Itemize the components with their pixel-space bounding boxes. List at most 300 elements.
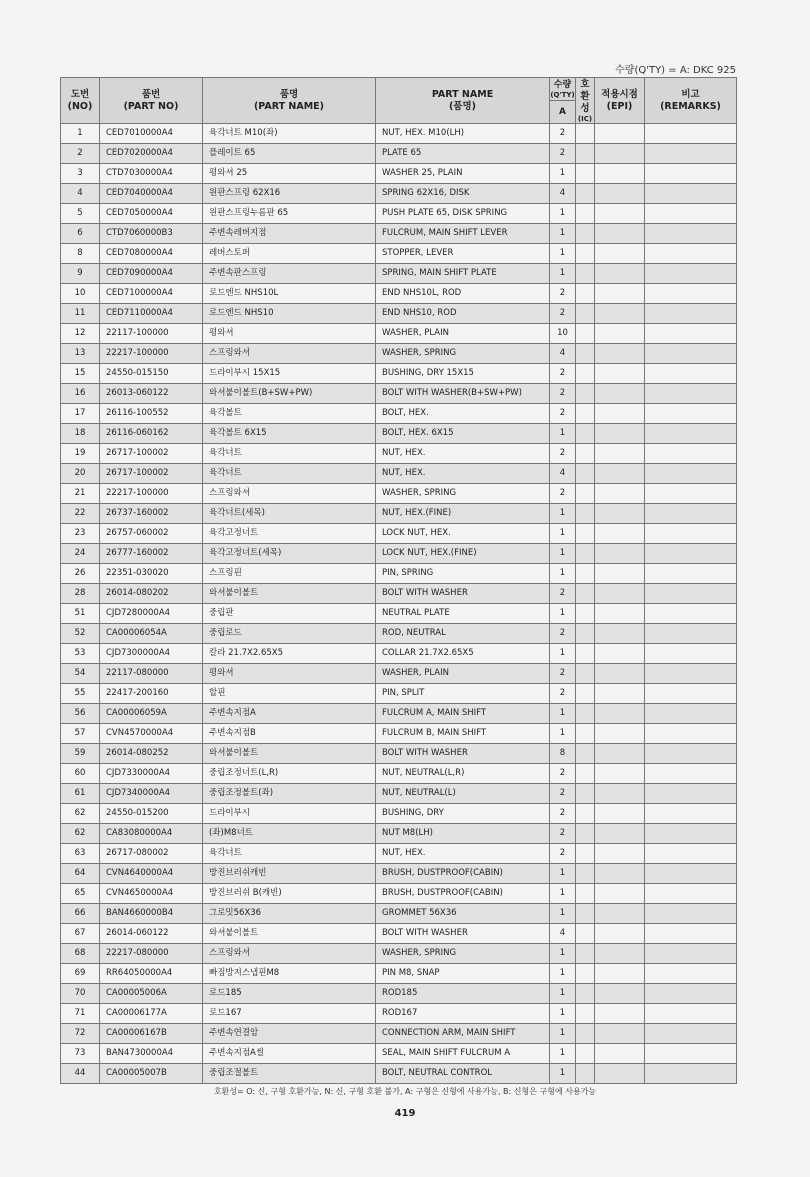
row-ic — [576, 184, 595, 204]
page-number: 419 — [394, 1108, 416, 1119]
row-no: 15 — [61, 364, 100, 384]
row-part-name-kr: 주변속지점A씰 — [203, 1044, 376, 1064]
row-qty-a: 1 — [550, 944, 576, 964]
table-row — [61, 364, 737, 384]
row-ic — [576, 464, 595, 484]
row-remarks — [645, 464, 737, 484]
row-remarks — [645, 404, 737, 424]
row-part-no: CA00006054A — [100, 624, 203, 644]
row-part-name-kr: 육각너트 — [203, 464, 376, 484]
row-part-name-en: ROD, NEUTRAL — [376, 624, 550, 644]
row-ic — [576, 484, 595, 504]
row-part-name-kr: 중립조정볼트(좌) — [203, 784, 376, 804]
row-ic — [576, 664, 595, 684]
row-ic — [576, 584, 595, 604]
row-remarks — [645, 964, 737, 984]
row-qty-a: 4 — [550, 184, 576, 204]
row-epi — [595, 484, 645, 504]
row-no: 19 — [61, 444, 100, 464]
row-remarks — [645, 904, 737, 924]
row-part-name-kr: 스프링와셔 — [203, 484, 376, 504]
row-part-name-kr: 주변속지점B — [203, 724, 376, 744]
row-part-name-kr: 육각고정너트(세목) — [203, 544, 376, 564]
row-ic — [576, 444, 595, 464]
row-remarks — [645, 784, 737, 804]
row-epi — [595, 504, 645, 524]
row-qty-a: 4 — [550, 464, 576, 484]
row-part-name-en: PLATE 65 — [376, 144, 550, 164]
header-qty-a: A — [550, 101, 576, 124]
row-qty-a: 1 — [550, 1024, 576, 1044]
row-ic — [576, 944, 595, 964]
row-ic — [576, 984, 595, 1004]
row-no: 53 — [61, 644, 100, 664]
compatibility-footnote: 호환성= O: 신, 구형 호환가능, N: 신, 구형 호환 불가, A: 구형은 신형에 사용가능, B: 신형은 구형에 사용가능 — [213, 1087, 597, 1096]
row-part-name-kr: 스프링와셔 — [203, 944, 376, 964]
row-no: 5 — [61, 204, 100, 224]
row-part-name-en: COLLAR 21.7X2.65X5 — [376, 644, 550, 664]
table-row — [61, 984, 737, 1004]
qty-legend-note: 수량(Q'TY) = A: DKC 925 — [615, 65, 736, 76]
row-ic — [576, 164, 595, 184]
row-remarks — [645, 244, 737, 264]
row-ic — [576, 1044, 595, 1064]
row-part-name-en: BOLT, NEUTRAL CONTROL — [376, 1064, 550, 1084]
row-ic — [576, 544, 595, 564]
row-epi — [595, 1004, 645, 1024]
row-part-no: CJD7280000A4 — [100, 604, 203, 624]
row-qty-a: 1 — [550, 504, 576, 524]
row-part-no: CVN4570000A4 — [100, 724, 203, 744]
row-part-no: 26717-080002 — [100, 844, 203, 864]
row-part-name-en: SEAL, MAIN SHIFT FULCRUM A — [376, 1044, 550, 1064]
table-row — [61, 704, 737, 724]
row-no: 17 — [61, 404, 100, 424]
row-remarks — [645, 224, 737, 244]
row-no: 20 — [61, 464, 100, 484]
row-epi — [595, 1024, 645, 1044]
row-qty-a: 2 — [550, 384, 576, 404]
row-epi — [595, 304, 645, 324]
row-remarks — [645, 164, 737, 184]
row-remarks — [645, 744, 737, 764]
row-remarks — [645, 884, 737, 904]
row-part-name-en: BUSHING, DRY — [376, 804, 550, 824]
table-row — [61, 544, 737, 564]
row-remarks — [645, 624, 737, 644]
row-part-no: BAN4730000A4 — [100, 1044, 203, 1064]
table-row — [61, 884, 737, 904]
row-epi — [595, 1044, 645, 1064]
table-row — [61, 324, 737, 344]
row-part-name-kr: 평와셔 — [203, 664, 376, 684]
row-remarks — [645, 584, 737, 604]
table-row — [61, 344, 737, 364]
row-epi — [595, 624, 645, 644]
row-part-no: CVN4650000A4 — [100, 884, 203, 904]
row-qty-a: 2 — [550, 844, 576, 864]
row-no: 57 — [61, 724, 100, 744]
row-epi — [595, 244, 645, 264]
row-part-name-kr: 육각너트 M10(좌) — [203, 124, 376, 144]
row-ic — [576, 764, 595, 784]
row-no: 56 — [61, 704, 100, 724]
row-ic — [576, 124, 595, 144]
row-part-name-en: PIN, SPLIT — [376, 684, 550, 704]
row-qty-a: 4 — [550, 924, 576, 944]
row-part-name-kr: 드라이부시 15X15 — [203, 364, 376, 384]
row-qty-a: 8 — [550, 744, 576, 764]
row-remarks — [645, 504, 737, 524]
row-epi — [595, 964, 645, 984]
row-qty-a: 1 — [550, 224, 576, 244]
row-ic — [576, 324, 595, 344]
header-part-name-kr: 품명 (PART NAME) — [203, 78, 376, 124]
row-remarks — [645, 824, 737, 844]
row-part-name-kr: 평와셔 25 — [203, 164, 376, 184]
row-ic — [576, 804, 595, 824]
row-part-no: CED7050000A4 — [100, 204, 203, 224]
row-part-name-kr: 로드엔드 NHS10 — [203, 304, 376, 324]
row-ic — [576, 384, 595, 404]
row-epi — [595, 424, 645, 444]
row-remarks — [645, 264, 737, 284]
row-remarks — [645, 604, 737, 624]
row-ic — [576, 824, 595, 844]
table-row — [61, 1004, 737, 1024]
row-remarks — [645, 424, 737, 444]
row-ic — [576, 784, 595, 804]
row-ic — [576, 364, 595, 384]
row-part-name-kr: 육각너트 — [203, 844, 376, 864]
row-remarks — [645, 1024, 737, 1044]
row-part-name-kr: 와셔붙이볼트 — [203, 924, 376, 944]
table-row — [61, 644, 737, 664]
row-remarks — [645, 924, 737, 944]
row-part-name-en: NUT, NEUTRAL(L) — [376, 784, 550, 804]
row-part-no: 22417-200160 — [100, 684, 203, 704]
row-part-name-en: ROD167 — [376, 1004, 550, 1024]
row-remarks — [645, 864, 737, 884]
row-part-no: CTD7060000B3 — [100, 224, 203, 244]
row-part-name-kr: 스프링핀 — [203, 564, 376, 584]
row-qty-a: 2 — [550, 764, 576, 784]
row-epi — [595, 444, 645, 464]
row-remarks — [645, 984, 737, 1004]
row-remarks — [645, 284, 737, 304]
row-part-name-en: FULCRUM B, MAIN SHIFT — [376, 724, 550, 744]
row-part-name-kr: 레버스토퍼 — [203, 244, 376, 264]
row-no: 61 — [61, 784, 100, 804]
row-epi — [595, 524, 645, 544]
row-epi — [595, 744, 645, 764]
row-part-name-en: CONNECTION ARM, MAIN SHIFT — [376, 1024, 550, 1044]
table-row — [61, 404, 737, 424]
row-no: 52 — [61, 624, 100, 644]
row-epi — [595, 784, 645, 804]
row-part-name-en: BOLT WITH WASHER(B+SW+PW) — [376, 384, 550, 404]
row-part-name-en: WASHER, PLAIN — [376, 664, 550, 684]
row-qty-a: 2 — [550, 664, 576, 684]
row-ic — [576, 884, 595, 904]
row-no: 23 — [61, 524, 100, 544]
row-no: 67 — [61, 924, 100, 944]
row-epi — [595, 344, 645, 364]
row-part-name-kr: 주변속연결암 — [203, 1024, 376, 1044]
row-epi — [595, 264, 645, 284]
row-epi — [595, 664, 645, 684]
row-ic — [576, 224, 595, 244]
row-part-name-kr: 방진브러쉬캐빈 — [203, 864, 376, 884]
table-row — [61, 964, 737, 984]
row-part-name-en: FULCRUM A, MAIN SHIFT — [376, 704, 550, 724]
row-part-name-en: WASHER 25, PLAIN — [376, 164, 550, 184]
row-part-name-en: PIN M8, SNAP — [376, 964, 550, 984]
row-ic — [576, 304, 595, 324]
row-no: 13 — [61, 344, 100, 364]
row-epi — [595, 124, 645, 144]
row-part-name-en: BOLT WITH WASHER — [376, 584, 550, 604]
row-part-no: CA00006177A — [100, 1004, 203, 1024]
row-ic — [576, 1064, 595, 1084]
row-part-name-en: NUT, HEX. M10(LH) — [376, 124, 550, 144]
row-part-name-kr: 원판스프링 62X16 — [203, 184, 376, 204]
row-part-name-en: END NHS10L, ROD — [376, 284, 550, 304]
row-no: 6 — [61, 224, 100, 244]
row-epi — [595, 924, 645, 944]
row-part-no: 22217-080000 — [100, 944, 203, 964]
header-no: 도번 (NO) — [61, 78, 100, 124]
row-part-name-en: PUSH PLATE 65, DISK SPRING — [376, 204, 550, 224]
table-row — [61, 1064, 737, 1084]
row-part-name-kr: 와셔붙이볼트(B+SW+PW) — [203, 384, 376, 404]
row-part-no: CED7090000A4 — [100, 264, 203, 284]
row-qty-a: 2 — [550, 784, 576, 804]
row-part-name-en: SPRING 62X16, DISK — [376, 184, 550, 204]
row-ic — [576, 704, 595, 724]
parts-table — [60, 77, 737, 1084]
row-epi — [595, 324, 645, 344]
row-qty-a: 2 — [550, 364, 576, 384]
row-part-name-kr: 플레이트 65 — [203, 144, 376, 164]
row-part-no: 26013-060122 — [100, 384, 203, 404]
row-remarks — [645, 484, 737, 504]
row-epi — [595, 224, 645, 244]
row-epi — [595, 884, 645, 904]
row-part-name-en: NUT, HEX. — [376, 464, 550, 484]
table-row — [61, 844, 737, 864]
table-row — [61, 904, 737, 924]
table-row — [61, 124, 737, 144]
row-qty-a: 1 — [550, 564, 576, 584]
row-remarks — [645, 1064, 737, 1084]
row-part-name-kr: 주변속지점A — [203, 704, 376, 724]
row-no: 18 — [61, 424, 100, 444]
header-remarks: 비고 (REMARKS) — [645, 78, 737, 124]
row-qty-a: 1 — [550, 1004, 576, 1024]
row-part-no: CA00006059A — [100, 704, 203, 724]
row-no: 2 — [61, 144, 100, 164]
row-part-name-en: GROMMET 56X36 — [376, 904, 550, 924]
row-qty-a: 2 — [550, 284, 576, 304]
table-row — [61, 744, 737, 764]
row-no: 21 — [61, 484, 100, 504]
row-part-no: CED7080000A4 — [100, 244, 203, 264]
row-no: 62 — [61, 804, 100, 824]
row-ic — [576, 924, 595, 944]
header-qty: 수량 (Q'TY) — [550, 78, 576, 101]
row-no: 51 — [61, 604, 100, 624]
table-row — [61, 484, 737, 504]
row-part-no: RR64050000A4 — [100, 964, 203, 984]
table-row — [61, 864, 737, 884]
row-qty-a: 1 — [550, 244, 576, 264]
table-row — [61, 164, 737, 184]
row-epi — [595, 864, 645, 884]
row-part-no: 22117-080000 — [100, 664, 203, 684]
row-no: 65 — [61, 884, 100, 904]
row-remarks — [645, 364, 737, 384]
row-qty-a: 2 — [550, 404, 576, 424]
row-qty-a: 10 — [550, 324, 576, 344]
table-row — [61, 784, 737, 804]
row-ic — [576, 1024, 595, 1044]
table-row — [61, 664, 737, 684]
row-qty-a: 1 — [550, 524, 576, 544]
row-ic — [576, 964, 595, 984]
row-part-name-kr: 와셔붙이볼트 — [203, 584, 376, 604]
row-epi — [595, 984, 645, 1004]
row-no: 44 — [61, 1064, 100, 1084]
row-part-name-en: WASHER, PLAIN — [376, 324, 550, 344]
row-ic — [576, 284, 595, 304]
row-remarks — [645, 204, 737, 224]
row-epi — [595, 584, 645, 604]
row-epi — [595, 684, 645, 704]
row-no: 11 — [61, 304, 100, 324]
row-no: 68 — [61, 944, 100, 964]
row-no: 66 — [61, 904, 100, 924]
row-part-no: CA83080000A4 — [100, 824, 203, 844]
row-part-name-kr: 방진브러쉬 B(캐빈) — [203, 884, 376, 904]
row-ic — [576, 424, 595, 444]
header-ic: 호 환 성 (IC) — [576, 78, 595, 124]
row-part-name-kr: 로드167 — [203, 1004, 376, 1024]
row-part-name-en: PIN, SPRING — [376, 564, 550, 584]
row-remarks — [645, 344, 737, 364]
row-part-no: 26777-160002 — [100, 544, 203, 564]
row-no: 73 — [61, 1044, 100, 1064]
row-epi — [595, 944, 645, 964]
row-no: 8 — [61, 244, 100, 264]
row-epi — [595, 544, 645, 564]
row-remarks — [645, 684, 737, 704]
row-part-name-en: NUT, HEX. — [376, 444, 550, 464]
row-remarks — [645, 544, 737, 564]
row-part-no: CED7100000A4 — [100, 284, 203, 304]
row-qty-a: 2 — [550, 304, 576, 324]
row-ic — [576, 404, 595, 424]
row-epi — [595, 144, 645, 164]
row-remarks — [645, 844, 737, 864]
row-no: 26 — [61, 564, 100, 584]
row-no: 22 — [61, 504, 100, 524]
row-ic — [576, 904, 595, 924]
row-no: 9 — [61, 264, 100, 284]
row-part-name-kr: 중립조절볼트 — [203, 1064, 376, 1084]
row-part-no: 26737-160002 — [100, 504, 203, 524]
row-remarks — [645, 564, 737, 584]
row-part-no: 22351-030020 — [100, 564, 203, 584]
row-part-name-kr: 스프링와셔 — [203, 344, 376, 364]
row-part-name-en: WASHER, SPRING — [376, 944, 550, 964]
row-ic — [576, 264, 595, 284]
table-row — [61, 524, 737, 544]
row-part-name-en: BOLT, HEX. 6X15 — [376, 424, 550, 444]
row-part-name-en: BUSHING, DRY 15X15 — [376, 364, 550, 384]
row-part-name-kr: 중립판 — [203, 604, 376, 624]
row-ic — [576, 344, 595, 364]
table-row — [61, 944, 737, 964]
header-part-name-en: PART NAME (품명) — [376, 78, 550, 124]
row-part-name-en: NUT, NEUTRAL(L,R) — [376, 764, 550, 784]
row-ic — [576, 1004, 595, 1024]
row-part-no: CJD7330000A4 — [100, 764, 203, 784]
row-part-name-en: WASHER, SPRING — [376, 484, 550, 504]
table-row — [61, 584, 737, 604]
row-part-no: CVN4640000A4 — [100, 864, 203, 884]
row-part-name-kr: 육각너트 — [203, 444, 376, 464]
row-part-no: 24550-015200 — [100, 804, 203, 824]
row-epi — [595, 1064, 645, 1084]
row-no: 60 — [61, 764, 100, 784]
table-row — [61, 924, 737, 944]
row-ic — [576, 604, 595, 624]
row-epi — [595, 904, 645, 924]
row-part-no: 26717-100002 — [100, 464, 203, 484]
row-qty-a: 1 — [550, 424, 576, 444]
row-part-no: CED7110000A4 — [100, 304, 203, 324]
row-part-name-kr: 원판스프링누름판 65 — [203, 204, 376, 224]
row-no: 71 — [61, 1004, 100, 1024]
row-qty-a: 2 — [550, 484, 576, 504]
row-part-name-kr: 로드185 — [203, 984, 376, 1004]
row-ic — [576, 244, 595, 264]
row-part-no: CED7020000A4 — [100, 144, 203, 164]
row-no: 12 — [61, 324, 100, 344]
row-part-no: CA00006167B — [100, 1024, 203, 1044]
row-epi — [595, 284, 645, 304]
row-part-no: CTD7030000A4 — [100, 164, 203, 184]
row-qty-a: 2 — [550, 804, 576, 824]
row-qty-a: 1 — [550, 544, 576, 564]
row-no: 4 — [61, 184, 100, 204]
row-ic — [576, 864, 595, 884]
row-ic — [576, 564, 595, 584]
row-ic — [576, 724, 595, 744]
row-qty-a: 1 — [550, 204, 576, 224]
row-remarks — [645, 384, 737, 404]
row-epi — [595, 184, 645, 204]
row-remarks — [645, 1004, 737, 1024]
row-part-no: 26116-060162 — [100, 424, 203, 444]
row-qty-a: 1 — [550, 1044, 576, 1064]
row-no: 16 — [61, 384, 100, 404]
row-part-name-en: LOCK NUT, HEX.(FINE) — [376, 544, 550, 564]
row-part-no: CA00005006A — [100, 984, 203, 1004]
row-qty-a: 2 — [550, 584, 576, 604]
row-part-no: 26014-060122 — [100, 924, 203, 944]
